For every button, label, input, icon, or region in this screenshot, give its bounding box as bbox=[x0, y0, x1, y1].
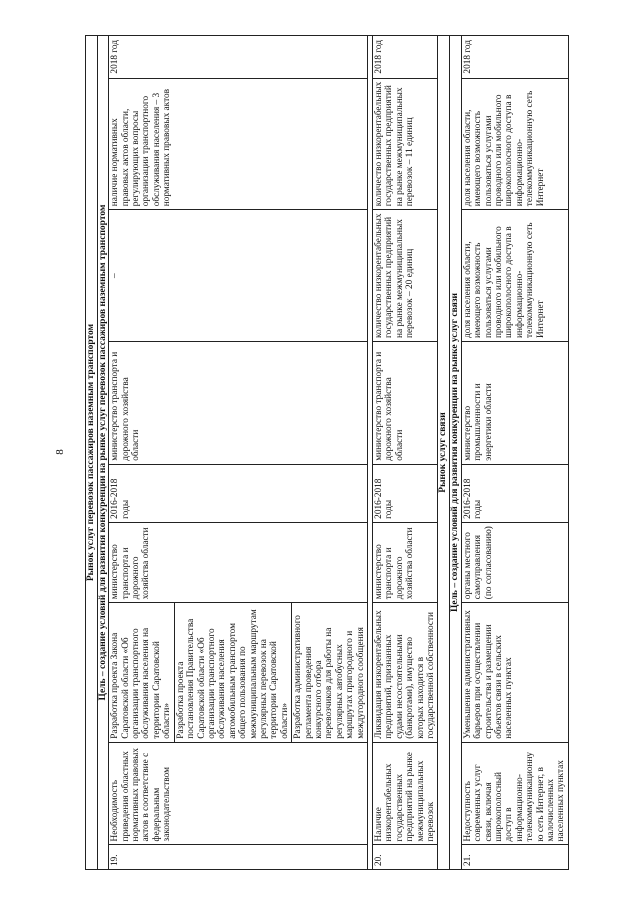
indicator-cell: – bbox=[109, 210, 368, 342]
measures-cell bbox=[109, 603, 368, 743]
result-cell: количество низкорентабельных государственных предприятий на рынке межмуниципальных перевозок – 11 единиц bbox=[373, 78, 438, 210]
responsible-cell: министерство промышленности и энергетики области bbox=[461, 341, 568, 464]
measure-item: Разработка проекта Закона Саратовской области «Об организации транспортного обслуживания населения на территории Саратовской области» bbox=[110, 627, 173, 739]
responsible-cell: министерство транспорта и дорожного хозяйства области bbox=[109, 341, 368, 464]
page-number: 8 bbox=[54, 449, 66, 455]
section-title-communications: Рынок услуг связи bbox=[438, 36, 450, 870]
row-number: 21. bbox=[461, 845, 568, 870]
row-number: 20. bbox=[373, 845, 438, 870]
term-cell: 2016-2018 годы bbox=[373, 464, 438, 522]
table-row bbox=[109, 36, 368, 870]
result-cell: наличие нормативных правовых актов области, регулирующих вопросы организации транспортного обслуживания населения – 3 нормативных правовых актов bbox=[109, 78, 368, 210]
rotated-table-wrapper bbox=[85, 35, 605, 870]
problem-cell: Необходимость приведения областных нормативных правовых актов в соответствие с федеральным законодательством bbox=[109, 742, 368, 845]
row-number: 19. bbox=[109, 845, 368, 870]
year-cell: 2018 год bbox=[373, 36, 438, 79]
indicator-cell: доля населения области, имеющего возможность пользоваться услугами проводного или мобильного широкополосного доступа в информационно-телекоммуникационную сеть Интернет bbox=[461, 210, 568, 342]
indicator-cell: количество низкорентабельных государственных предприятий на рынке межмуниципальных перевозок – 20 единиц bbox=[373, 210, 438, 342]
result-cell: доля населения области, имеющего возможность пользоваться услугами проводного или мобильного широкополосного доступа в информационно-телекоммуникационную сеть Интернет bbox=[461, 78, 568, 210]
measures-cell: Ликвидация низкорентабельных предприятий, признанных судами несостоятельными (банкротами), имущество которых находится в государственной собственности bbox=[373, 603, 438, 743]
measures-table bbox=[85, 35, 569, 870]
section-title-transport: Рынок услуг перевозок пассажиров наземным транспортом bbox=[86, 36, 98, 870]
measure-item: Разработка проекта постановления Правительства Саратовской области «Об организации транспортного обслуживания населения автомобильным транспортом общего пользования по межмуниципальным маршрутам регулярных перевозок на территории Саратовской области» bbox=[175, 609, 290, 739]
responsible-cell: министерство транспорта и дорожного хозяйства области bbox=[373, 341, 438, 464]
executor-cell: министерство транспорта и дорожного хозяйства области bbox=[373, 522, 438, 602]
section-goal-communications: Цель – создание условий для развития конкуренции на рынке услуг связи bbox=[450, 36, 462, 870]
term-cell: 2016-2018 годы bbox=[461, 464, 568, 522]
table-row bbox=[461, 36, 568, 870]
measures-cell: Уменьшение административных барьеров при осуществлении строительства и размещении объектов связи в сельских населенных пунктах bbox=[461, 603, 568, 743]
table-row bbox=[373, 36, 438, 870]
year-cell: 2018 год bbox=[109, 36, 368, 79]
measure-item: Разработка административного регламента проведения конкурсного отбора перевозчиков для работы на регулярных автобусных маршрутах пригородного и междугородного сообщения bbox=[293, 615, 366, 739]
year-cell: 2018 год bbox=[461, 36, 568, 79]
problem-cell: Наличие низкорентабельных государственных предприятий на рынке межмуниципальных перевозок bbox=[373, 742, 438, 845]
term-cell: 2016-2018 годы bbox=[109, 464, 368, 522]
problem-cell: Недоступность современных услуг связи, включая широкополосный доступ в информационно-телекоммуникационную сеть Интернет, в малочисленных населенных пунктах bbox=[461, 742, 568, 845]
executor-cell: органы местного самоуправления (по согласованию) bbox=[461, 522, 568, 602]
section-goal-transport: Цель – создание условий для развития конкуренции на рынке услуг перевозок пассажиров наземным транспортом bbox=[97, 36, 109, 870]
executor-cell: министерство транспорта и дорожного хозяйства области bbox=[109, 522, 368, 602]
